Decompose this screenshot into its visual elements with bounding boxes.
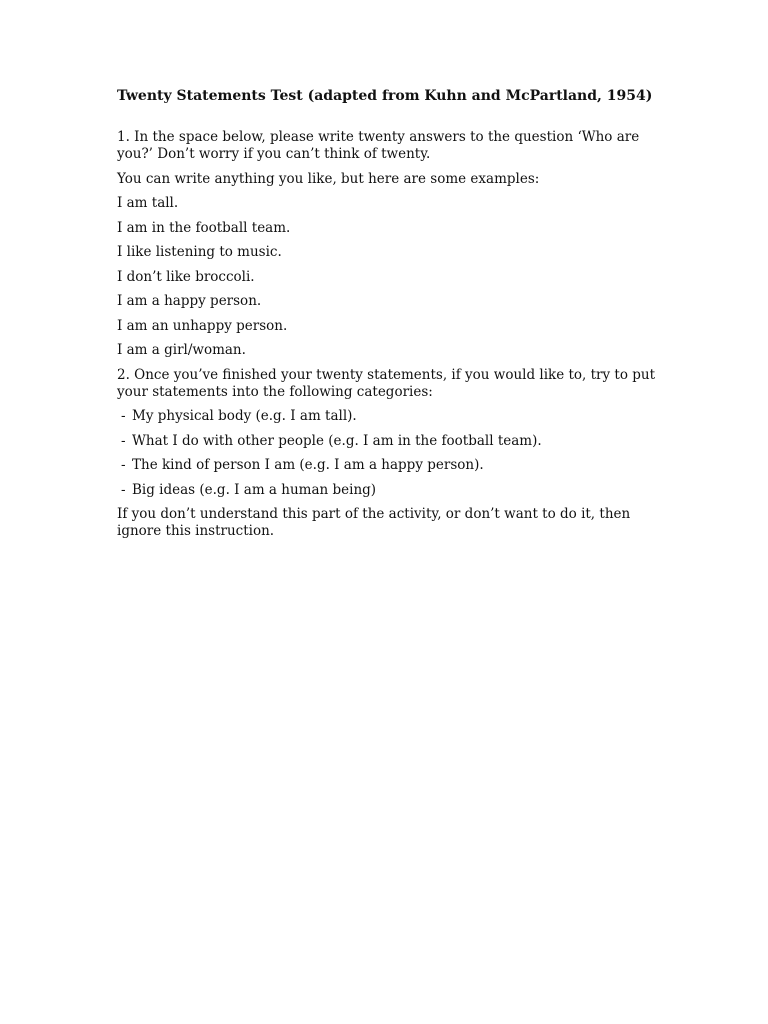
list-dash: - bbox=[121, 481, 126, 498]
list-dash: - bbox=[121, 432, 126, 449]
example-statement: I am an unhappy person. bbox=[117, 317, 288, 334]
list-dash: - bbox=[121, 457, 126, 473]
closing-note-line-2: ignore this instruction. bbox=[117, 523, 275, 539]
category-text: My physical body (e.g. I am tall). bbox=[132, 408, 357, 424]
category-list bbox=[117, 408, 647, 499]
examples-intro: You can write anything you like, but here are some examples: bbox=[117, 170, 540, 187]
instruction-2-line-1: 2. Once you’ve finished your twenty statements, if you would like to, try to put bbox=[117, 366, 656, 383]
example-statement: I am a happy person. bbox=[117, 293, 262, 309]
example-statement: I am tall. bbox=[117, 195, 179, 211]
example-statement: I am in the football team. bbox=[117, 219, 291, 236]
closing-note-line-1: If you don’t understand this part of the activity, or don’t want to do it, then bbox=[117, 506, 631, 522]
category-item bbox=[117, 433, 647, 450]
instruction-1-line-2: you?’ Don’t worry if you can’t think of twenty. bbox=[117, 146, 431, 162]
example-statement: I like listening to music. bbox=[117, 244, 282, 260]
instruction-1 bbox=[117, 129, 647, 163]
document-title: Twenty Statements Test (adapted from Kuhn and McPartland, 1954) bbox=[117, 88, 653, 104]
category-text: What I do with other people (e.g. I am in the football team). bbox=[132, 432, 542, 449]
closing-note bbox=[117, 506, 647, 540]
instruction-2 bbox=[117, 366, 656, 401]
instruction-1-line-1: 1. In the space below, please write twenty answers to the question ‘Who are bbox=[117, 129, 640, 145]
category-item bbox=[117, 457, 647, 474]
category-text: The kind of person I am (e.g. I am a happy person). bbox=[132, 457, 484, 473]
document-body bbox=[117, 129, 656, 548]
category-text: Big ideas (e.g. I am a human being) bbox=[132, 481, 377, 498]
category-item bbox=[117, 482, 647, 499]
example-statement: I don’t like broccoli. bbox=[117, 268, 255, 285]
instruction-2-line-2: your statements into the following categories: bbox=[117, 383, 433, 400]
category-item bbox=[117, 408, 647, 425]
example-statement: I am a girl/woman. bbox=[117, 342, 246, 358]
list-dash: - bbox=[121, 408, 126, 424]
